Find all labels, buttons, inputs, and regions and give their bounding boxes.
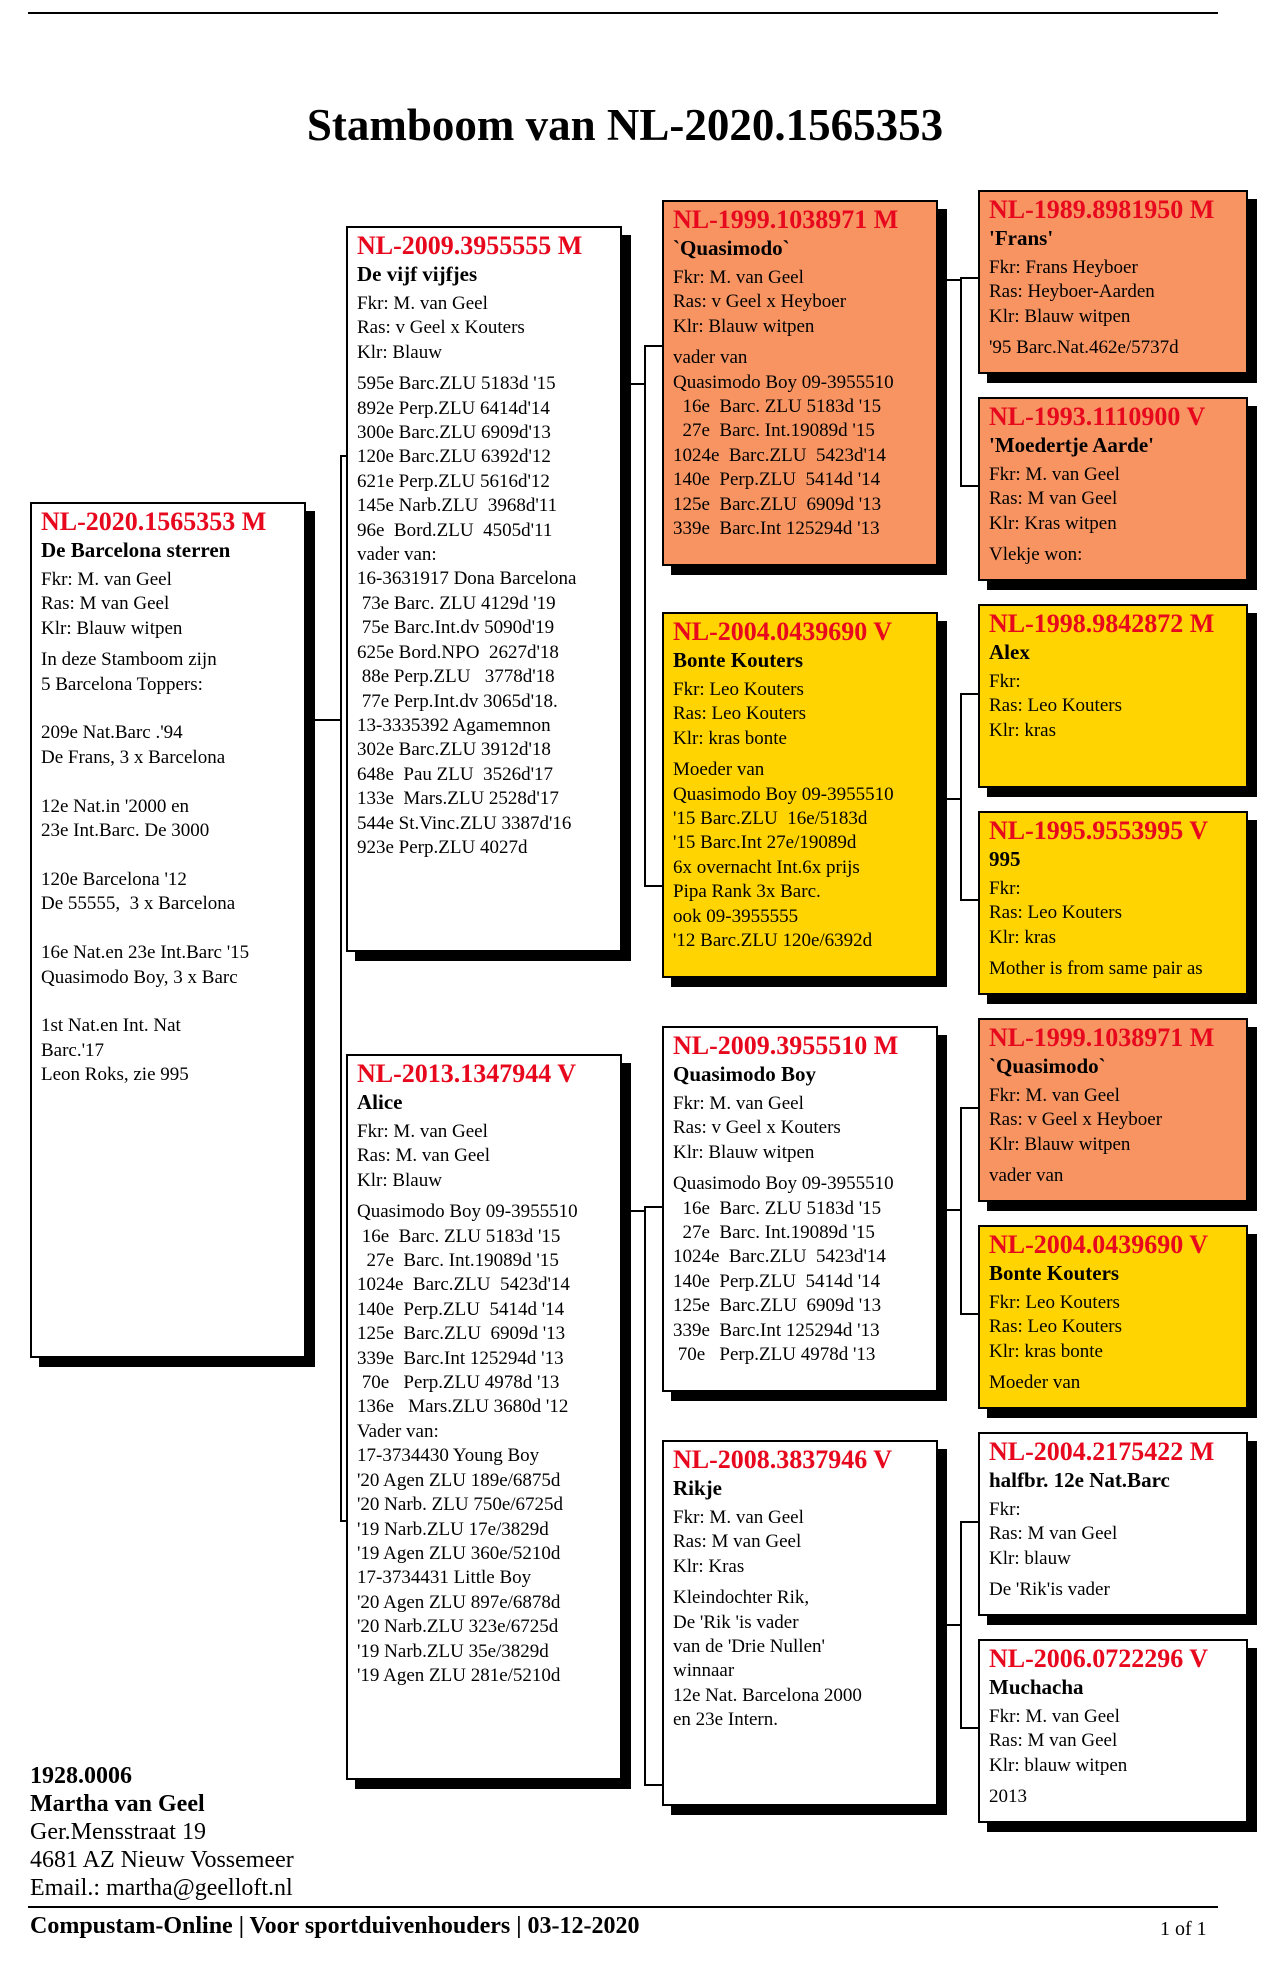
ring-number: NL-2008.3837946 V [673, 1445, 893, 1474]
connector [960, 485, 978, 487]
connector [644, 885, 662, 887]
pigeon-name: `Quasimodo` [673, 236, 790, 260]
connector [960, 1107, 962, 1315]
owner-name: Martha van Geel [30, 1791, 205, 1817]
owner-street: Ger.Mensstraat 19 [30, 1819, 206, 1845]
ring-number: NL-2006.0722296 V [989, 1644, 1209, 1673]
pigeon-notes: '95 Barc.Nat.462e/5737d [989, 337, 1179, 359]
connector [938, 798, 962, 800]
connector [340, 455, 342, 1522]
ring-number: NL-2004.2175422 M [989, 1437, 1215, 1466]
owner-email[interactable]: Email.: martha@geelloft.nl [30, 1875, 293, 1901]
page-title: Stamboom van NL-2020.1565353 [306, 100, 944, 150]
connector [960, 1727, 978, 1729]
pigeon-name: 'Frans' [989, 226, 1054, 250]
pigeon-card-fm[interactable] [662, 612, 938, 978]
pigeon-name: 995 [989, 847, 1021, 871]
ring-number: NL-2020.1565353 M [41, 507, 267, 536]
pigeon-name: Alice [357, 1090, 403, 1114]
owner-code: 1928.0006 [30, 1763, 132, 1789]
breeder-info: Fkr: Ras: M van Geel Klr: blauw [989, 1499, 1118, 1569]
pigeon-name: Rikje [673, 1476, 722, 1500]
pigeon-card-fmf[interactable] [978, 604, 1248, 788]
breeder-info: Fkr: M. van Geel Ras: M van Geel Klr: blauw witpen [989, 1706, 1128, 1776]
breeder-info: Fkr: M. van Geel Ras: M van Geel Klr: Blauw witpen [41, 569, 183, 639]
pigeon-card-mmf[interactable] [978, 1432, 1248, 1616]
pigeon-name: Quasimodo Boy [673, 1062, 816, 1086]
ring-number: NL-1995.9553995 V [989, 816, 1209, 845]
page-number: 1 of 1 [1160, 1918, 1207, 1940]
ring-number: NL-1999.1038971 M [989, 1023, 1215, 1052]
pigeon-name: Bonte Kouters [673, 648, 804, 672]
top-rule [28, 12, 1218, 14]
pigeon-name: 'Moedertje Aarde' [989, 433, 1155, 457]
pigeon-card-mf[interactable] [662, 1026, 938, 1392]
breeder-info: Fkr: M. van Geel Ras: v Geel x Kouters Klr: Blauw [357, 293, 525, 363]
connector [644, 1206, 662, 1208]
breeder-info: Fkr: M. van Geel Ras: M van Geel Klr: Kras witpen [989, 464, 1120, 534]
ring-number: NL-2009.3955510 M [673, 1031, 899, 1060]
pigeon-card-mmm[interactable] [978, 1639, 1248, 1823]
pigeon-card-mother[interactable] [346, 1054, 622, 1780]
pigeon-notes: Vlekje won: [989, 544, 1083, 566]
pigeon-notes: 595e Barc.ZLU 5183d '15 892e Perp.ZLU 6414d'14 300e Barc.ZLU 6909d'13 120e Barc.ZLU 6392d'12 621e Perp.ZLU 5616d'12 145e Narb.ZLU 3968d'11 96e Bord.ZLU 4505d'11 vader van: 16-3631917 Dona Barcelona 73e Barc. ZLU 4129d '19 75e Barc.Int.dv 5090d'19 625e Bord.NPO 2627d'18 88e Perp.ZLU 3778d'18 77e Perp.Int.dv 3065d'18. 13-3335392 Agamemnon 302e Barc.ZLU 3912d'18 648e Pau ZLU 3526d'17 133e Mars.ZLU 2528d'17 544e St.Vinc.ZLU 3387d'16 923e Perp.ZLU 4027d [357, 373, 577, 858]
ring-number: NL-2004.0439690 V [989, 1230, 1209, 1259]
breeder-info: Fkr: M. van Geel Ras: M. van Geel Klr: Blauw [357, 1121, 490, 1191]
ring-number: NL-2004.0439690 V [673, 617, 893, 646]
connector [644, 1784, 662, 1786]
footer-rule [28, 1906, 1218, 1908]
connector [938, 1624, 962, 1626]
pigeon-card-father[interactable] [346, 226, 622, 952]
pigeon-notes: 2013 [989, 1786, 1027, 1808]
pigeon-notes: In deze Stamboom zijn 5 Barcelona Toppers: 209e Nat.Barc .'94 De Frans, 3 x Barcelona 12e Nat.in '2000 en 23e Int.Barc. De 3000 120e Barcelona '12 De 55555, 3 x Barcelona 16e Nat.en 23e Int.Barc '15 Quasimodo Boy, 3 x Barc 1st Nat.en Int. Nat Barc.'17 Leon Roks, zie 995 [41, 649, 250, 1086]
connector [960, 693, 978, 695]
pigeon-name: De Barcelona sterren [41, 538, 231, 562]
connector [960, 1313, 978, 1315]
breeder-info: Fkr: Leo Kouters Ras: Leo Kouters Klr: kras bonte [989, 1292, 1122, 1362]
breeder-info: Fkr: M. van Geel Ras: v Geel x Kouters Klr: Blauw witpen [673, 1093, 841, 1163]
ring-number: NL-2009.3955555 M [357, 231, 583, 260]
connector [644, 345, 646, 887]
connector [960, 693, 962, 901]
pigeon-notes: vader van [989, 1165, 1064, 1187]
pigeon-card-fff[interactable] [978, 190, 1248, 374]
pigeon-notes: vader van Quasimodo Boy 09-3955510 16e Barc. ZLU 5183d '15 27e Barc. Int.19089d '15 1024e Barc.ZLU 5423d'14 140e Perp.ZLU 5414d '14 125e Barc.ZLU 6909d '13 339e Barc.Int 125294d '13 [673, 347, 894, 540]
ring-number: NL-1993.1110900 V [989, 402, 1206, 431]
connector [306, 719, 342, 721]
footer-text: Compustam-Online | Voor sportduivenhouders | 03-12-2020 [30, 1913, 640, 1939]
pigeon-notes: Moeder van [989, 1372, 1081, 1394]
ring-number: NL-2013.1347944 V [357, 1059, 577, 1088]
ring-number: NL-1998.9842872 M [989, 609, 1215, 638]
pigeon-name: halfbr. 12e Nat.Barc [989, 1468, 1170, 1492]
pigeon-notes: Kleindochter Rik, De 'Rik 'is vader van de 'Drie Nullen' winnaar 12e Nat. Barcelona 2000 en 23e Intern. [673, 1587, 862, 1731]
pigeon-card-mm[interactable] [662, 1440, 938, 1806]
breeder-info: Fkr: Ras: Leo Kouters Klr: kras [989, 878, 1122, 948]
breeder-info: Fkr: Frans Heyboer Ras: Heyboer-Aarden Klr: Blauw witpen [989, 257, 1155, 327]
pigeon-notes: Quasimodo Boy 09-3955510 16e Barc. ZLU 5183d '15 27e Barc. Int.19089d '15 1024e Barc.ZLU 5423d'14 140e Perp.ZLU 5414d '14 125e Barc.ZLU 6909d '13 339e Barc.Int 125294d '13 70e Perp.ZLU 4978d '13 [673, 1173, 894, 1366]
pigeon-name: Alex [989, 640, 1030, 664]
connector [644, 1206, 646, 1786]
pigeon-notes: De 'Rik'is vader [989, 1579, 1110, 1601]
pigeon-notes: Moeder van Quasimodo Boy 09-3955510 '15 Barc.ZLU 16e/5183d '15 Barc.Int 27e/19089d 6x overnacht Int.6x prijs Pipa Rank 3x Barc. ook 09-3955555 '12 Barc.ZLU 120e/6392d [673, 759, 894, 952]
connector [960, 1521, 978, 1523]
breeder-info: Fkr: M. van Geel Ras: M van Geel Klr: Kras [673, 1507, 804, 1577]
breeder-info: Fkr: M. van Geel Ras: v Geel x Heyboer Klr: Blauw witpen [673, 267, 847, 337]
pigeon-name: De vijf vijfjes [357, 262, 478, 286]
pigeon-card-fmm[interactable] [978, 811, 1248, 995]
pigeon-name: `Quasimodo` [989, 1054, 1106, 1078]
pigeon-card-ffm[interactable] [978, 397, 1248, 581]
owner-city: 4681 AZ Nieuw Vossemeer [30, 1847, 294, 1873]
connector [960, 899, 978, 901]
connector [644, 345, 662, 347]
pigeon-name: Bonte Kouters [989, 1261, 1120, 1285]
connector [622, 383, 646, 385]
connector [938, 279, 962, 281]
ring-number: NL-1999.1038971 M [673, 205, 899, 234]
breeder-info: Fkr: Ras: Leo Kouters Klr: kras [989, 671, 1122, 741]
breeder-info: Fkr: M. van Geel Ras: v Geel x Heyboer Klr: Blauw witpen [989, 1085, 1163, 1155]
ring-number: NL-1989.8981950 M [989, 195, 1215, 224]
pigeon-name: Muchacha [989, 1675, 1084, 1699]
connector [960, 1521, 962, 1729]
connector [938, 1209, 962, 1211]
connector [960, 1107, 978, 1109]
connector [622, 1210, 646, 1212]
pigeon-notes: Quasimodo Boy 09-3955510 16e Barc. ZLU 5183d '15 27e Barc. Int.19089d '15 1024e Barc.ZLU 5423d'14 140e Perp.ZLU 5414d '14 125e Barc.ZLU 6909d '13 339e Barc.Int 125294d '13 70e Perp.ZLU 4978d '13 136e Mars.ZLU 3680d '12 Vader van: 17-3734430 Young Boy '20 Agen ZLU 189e/6875d '20 Narb. ZLU 750e/6725d '19 Narb.ZLU 17e/3829d '19 Agen ZLU 360e/5210d 17-3734431 Little Boy '20 Agen ZLU 897e/6878d '20 Narb.ZLU 323e/6725d '19 Narb.ZLU 35e/3829d '19 Agen ZLU 281e/5210d [357, 1201, 578, 1686]
pigeon-card-subject[interactable] [30, 502, 306, 1358]
pigeon-notes: Mother is from same pair as [989, 958, 1203, 980]
pigeon-card-mff[interactable] [978, 1018, 1248, 1202]
connector [960, 277, 978, 279]
breeder-info: Fkr: Leo Kouters Ras: Leo Kouters Klr: kras bonte [673, 679, 806, 749]
pigeon-card-ff[interactable] [662, 200, 938, 566]
pigeon-card-mfm[interactable] [978, 1225, 1248, 1409]
owner-address [30, 1762, 294, 1902]
connector [960, 277, 962, 487]
